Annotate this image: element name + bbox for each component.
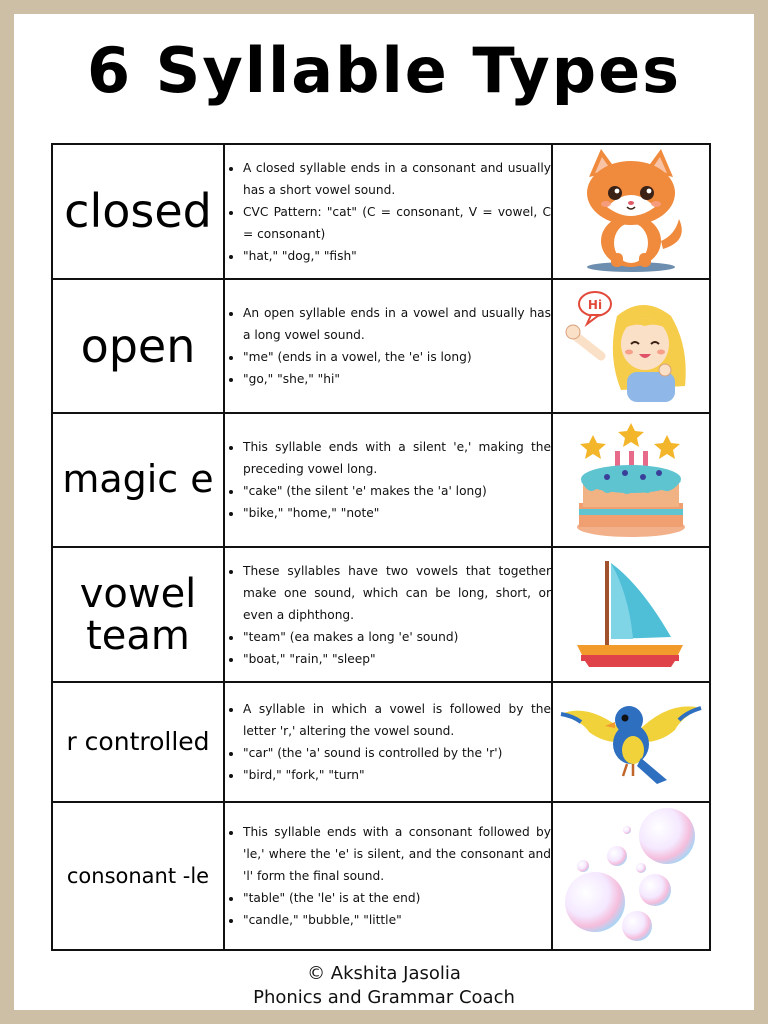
list-item: • "bird," "fork," "turn" [243,764,551,786]
syllable-description [224,802,552,950]
table-row [52,547,710,682]
credit [0,962,768,1010]
waving-girl-icon [552,279,710,413]
syllable-description [224,413,552,547]
syllable-description [224,547,552,682]
table-row [52,144,710,279]
syllable-name: magic e [52,413,224,547]
cat-icon [552,144,710,279]
credit-role: Phonics and Grammar Coach [253,987,515,1008]
list-item: • This syllable ends with a silent 'e,' making the preceding vowel long. [243,436,551,480]
table-row [52,413,710,547]
table-row [52,802,710,950]
list-item: • "team" (ea makes a long 'e' sound) [243,626,551,648]
list-item: • A closed syllable ends in a consonant and usually has a short vowel sound. [243,157,551,201]
syllable-description [224,144,552,279]
speech-bubble-text: Hi [587,298,603,312]
list-item: • A syllable in which a vowel is followed by the letter 'r,' altering the vowel sound. [243,698,551,742]
table-row [52,682,710,802]
birthday-cake-icon [552,413,710,547]
syllable-name-line: vowel [79,570,197,617]
syllable-name: open [52,279,224,413]
syllable-name: consonant -le [52,802,224,950]
table-row [52,279,710,413]
list-item: • "cake" (the silent 'e' makes the 'a' long) [243,480,551,502]
list-item: • "boat," "rain," "sleep" [243,648,551,670]
syllable-name: r controlled [52,682,224,802]
list-item: • "table" (the 'le' is at the end) [243,887,551,909]
syllable-table [51,143,711,951]
list-item: • "candle," "bubble," "little" [243,909,551,931]
list-item: • These syllables have two vowels that together make one sound, which can be long, short, or even a diphthong. [243,560,551,626]
syllable-description [224,279,552,413]
list-item: • "go," "she," "hi" [243,368,551,390]
syllable-name: closed [52,144,224,279]
list-item: • "bike," "home," "note" [243,502,551,524]
list-item: • An open syllable ends in a vowel and usually has a long vowel sound. [243,302,551,346]
syllable-name [52,547,224,682]
syllable-name-line: team [86,612,190,659]
list-item: • This syllable ends with a consonant followed by 'le,' where the 'e' is silent, and the consonant and 'l' form the final sound. [243,821,551,887]
page-title: 6 Syllable Types [86,34,682,107]
list-item: • "car" (the 'a' sound is controlled by the 'r') [243,742,551,764]
syllable-description [224,682,552,802]
list-item: • "me" (ends in a vowel, the 'e' is long) [243,346,551,368]
list-item: • CVC Pattern: "cat" (C = consonant, V = vowel, C = consonant) [243,201,551,245]
sailboat-icon [552,547,710,682]
bird-icon [552,682,710,802]
credit-author: © Akshita Jasolia [307,963,461,984]
bubbles-icon [552,802,710,950]
list-item: • "hat," "dog," "fish" [243,245,551,267]
